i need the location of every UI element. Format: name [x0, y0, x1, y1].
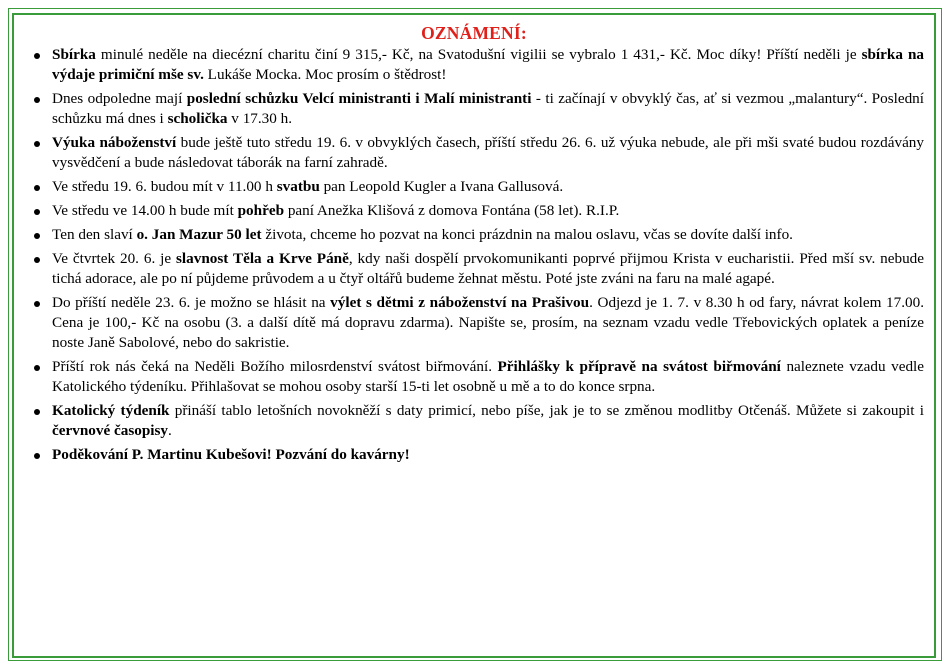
announcement-list — [24, 45, 924, 469]
text: přináší tablo letošních novokněží s daty primicí, nebo píše, jak je to se změnou modlitby Otčenáš. Můžete si zakoupit i — [169, 402, 924, 419]
text: Ve čtvrtek 20. 6. je — [52, 250, 176, 267]
text: pan Leopold Kugler a Ivana Gallusová. — [319, 178, 564, 195]
text: paní Anežka Klišová z domova Fontána (58 let). R.I.P. — [284, 202, 620, 219]
bold-text: výlet s dětmi z náboženství na Prašivou — [330, 294, 590, 311]
list-item — [24, 201, 924, 221]
bold-text: poslední schůzku Velcí ministranti i Malí ministranti — [186, 90, 532, 107]
text: . — [168, 422, 172, 439]
text: Ten den slaví — [52, 226, 137, 243]
text: Dnes odpoledne mají — [52, 90, 187, 107]
bold-text: červnové časopisy — [52, 422, 168, 439]
list-item — [24, 445, 924, 465]
text: bude ještě tuto středu 19. 6. v obvyklých časech, příští středu 26. 6. už výuka nebude, ale při mši svaté budou rozdávány vysvědčení a bude následovat táborák na farní zahradě. — [52, 134, 924, 171]
bold-text: Katolický týdeník — [52, 402, 170, 419]
list-item — [24, 89, 924, 129]
list-item — [24, 133, 924, 173]
list-item — [24, 401, 924, 441]
text: naleznete vzadu vedle Katolického týdeníku. Přihlašovat se mohou osoby starší 15-ti let osobně u mě a to do konce srpna. — [52, 358, 924, 395]
text: Do příští neděle 23. 6. je možno se hlásit na — [52, 294, 331, 311]
bold-text: Poděkování P. Martinu Kubešovi! Pozvání do kavárny! — [52, 446, 410, 463]
bold-text: Sbírka — [52, 46, 96, 63]
list-item — [24, 225, 924, 245]
text: - ti začínají v obvyklý čas, ať si vezmou „malantury“. Poslední schůzku má dnes i — [52, 90, 924, 127]
bold-text: pohřeb — [237, 202, 285, 219]
text: minulé neděle na diecézní charitu činí 9 315,- Kč, na Svatodušní vigilii se vybralo 1 431,- Kč. Moc díky! Příští neděli je — [95, 46, 862, 63]
bold-text: Přihlášky k přípravě na svátost biřmování — [497, 358, 781, 375]
page-title: OZNÁMENÍ: — [421, 23, 527, 43]
text: , kdy naši dospělí prvokomunikanti poprvé přijmou Krista v eucharistii. Před mší sv. nebude tichá adorace, ale po ní půjdeme průvodem a u čtyř oltářů budeme žehnat městu. Poté jste zváni na faru na malé agapé. — [52, 250, 924, 287]
text: života, chceme ho pozvat na konci prázdnin na malou oslavu, včas se dovíte další info. — [261, 226, 793, 243]
list-item — [24, 293, 924, 353]
text: v 17.30 h. — [227, 110, 293, 127]
announcement-page — [12, 13, 936, 658]
text: . Odjezd je 1. 7. v 8.30 h od fary, návrat kolem 17.00. Cena je 100,- Kč na osobu (3. a další dítě má dopravu zdarma). Napište se, prosím, na seznam vzadu vedle Třebovických oplatek a peníze noste Janě Sabolové, nebo do sakristie. — [52, 294, 924, 351]
list-item — [24, 45, 924, 85]
bold-text: slavnost Těla a Krve Páně — [176, 250, 349, 267]
bold-text: sbírka na výdaje primiční mše sv. — [52, 46, 924, 83]
list-item — [24, 249, 924, 289]
text: Lukáše Mocka. Moc prosím o štědrost! — [203, 66, 447, 83]
text: Ve středu 19. 6. budou mít v 11.00 h — [52, 178, 277, 195]
bold-text: o. Jan Mazur 50 let — [136, 226, 262, 243]
bold-text: scholička — [167, 110, 228, 127]
text: Ve středu ve 14.00 h bude mít — [52, 202, 238, 219]
bold-text: svatbu — [276, 178, 320, 195]
list-item — [24, 177, 924, 197]
bold-text: Výuka náboženství — [52, 134, 177, 151]
text: Příští rok nás čeká na Neděli Božího milosrdenství svátost biřmování. — [52, 358, 498, 375]
list-item — [24, 357, 924, 397]
